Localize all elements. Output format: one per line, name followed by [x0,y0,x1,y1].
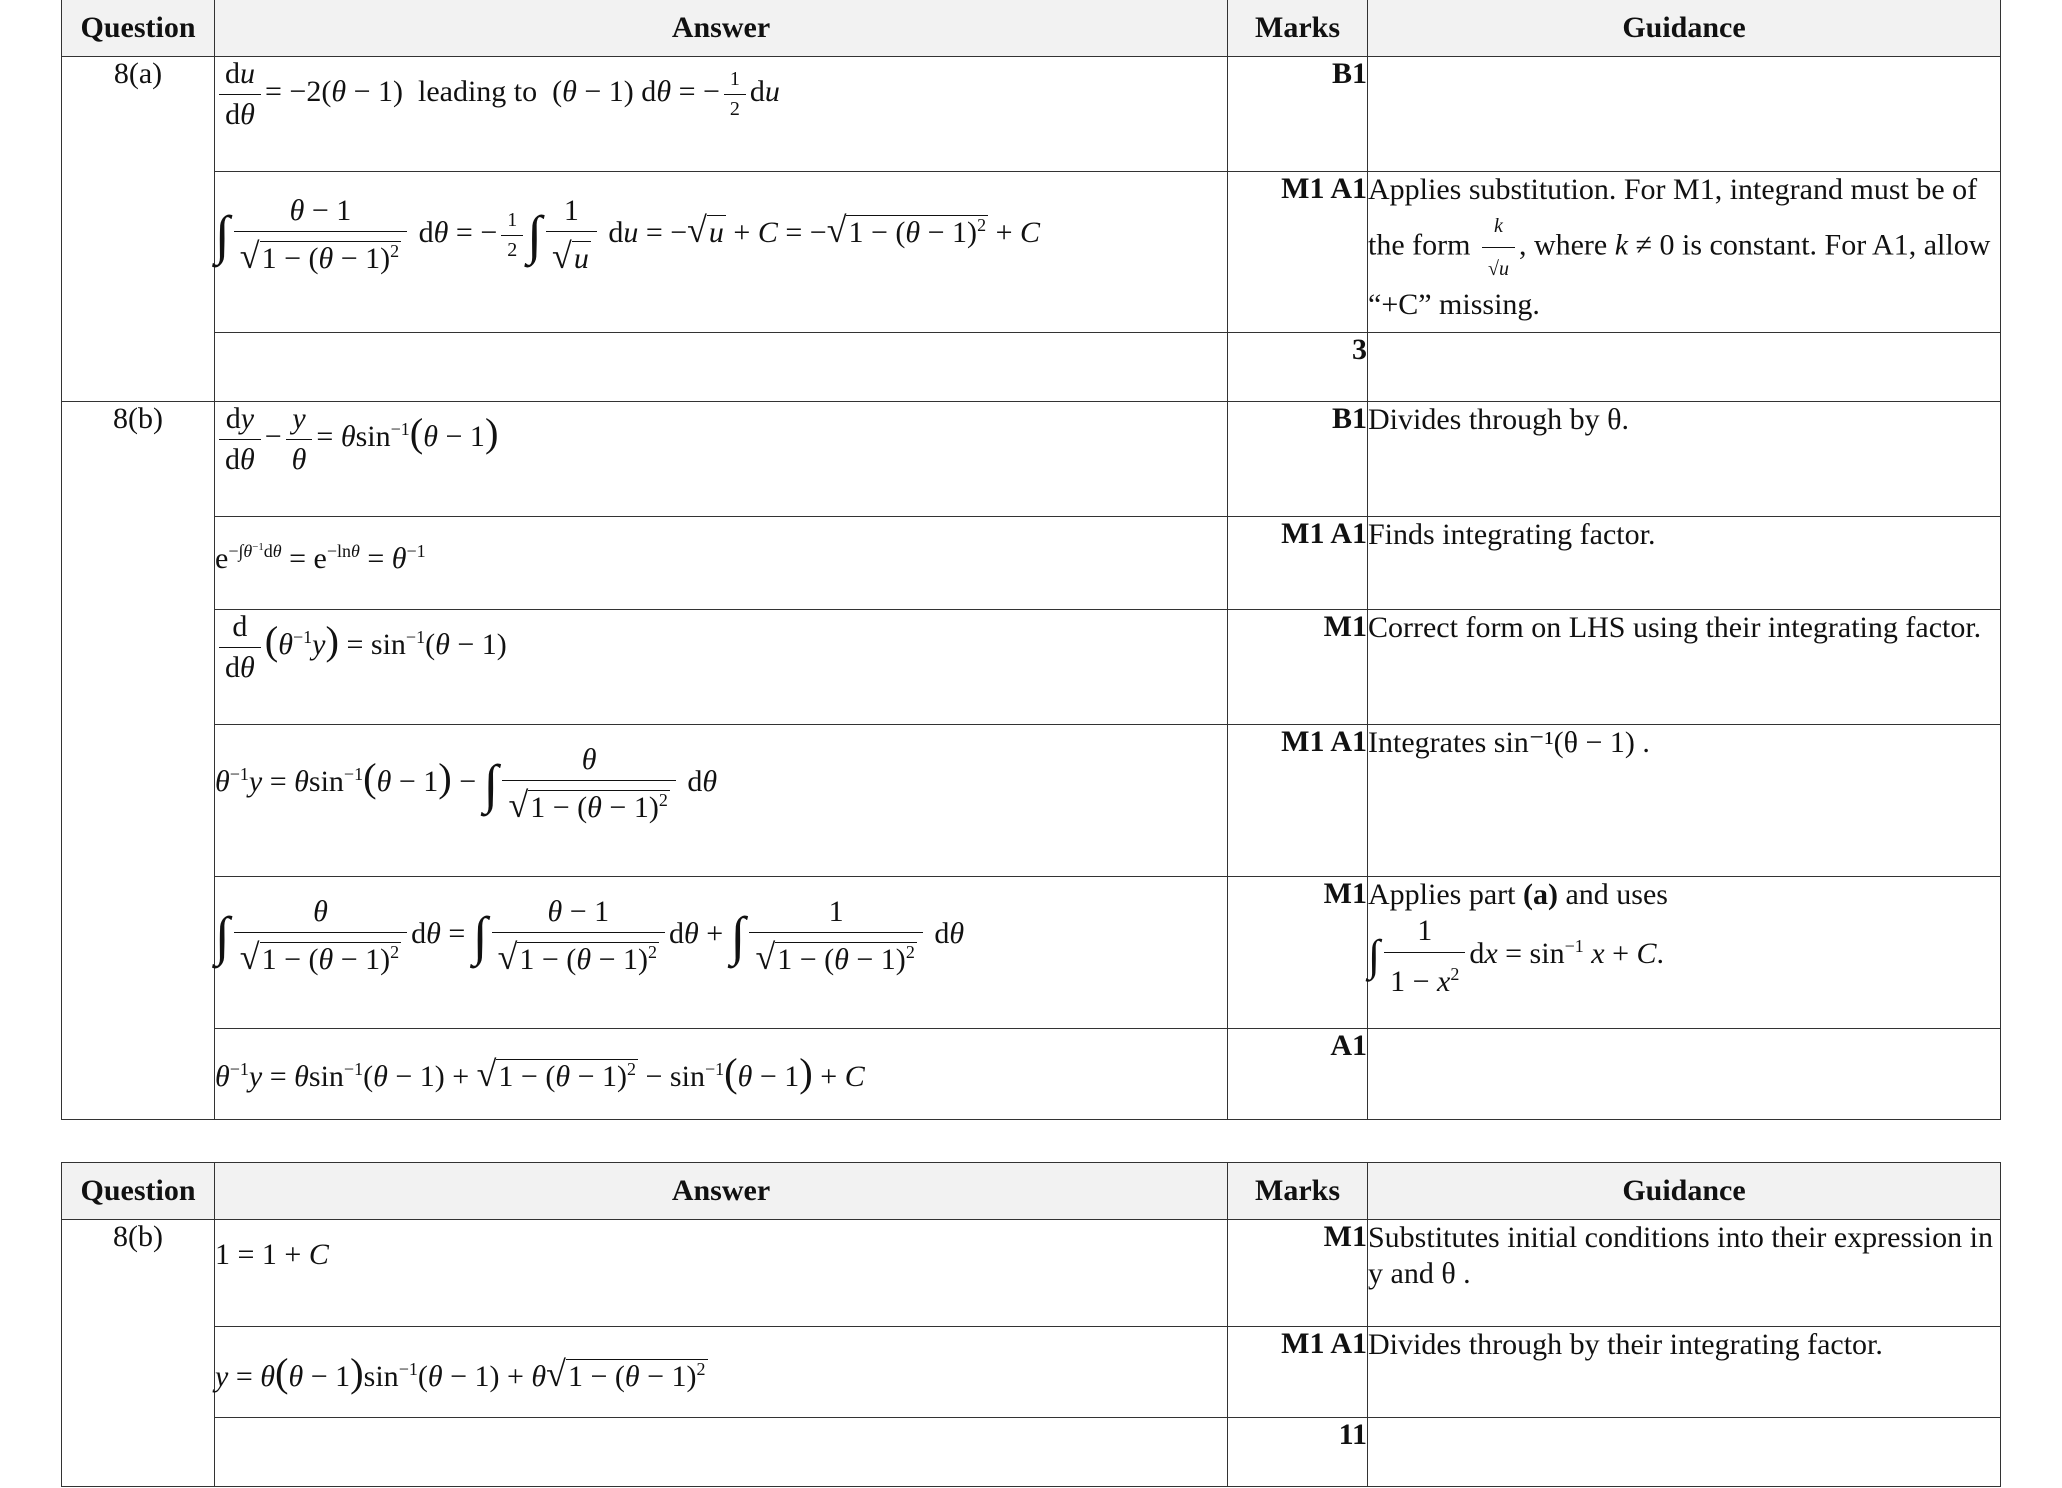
marks-cell: M1 A1 [1228,172,1368,333]
table-row [62,517,2001,610]
question-number: 8(a) [62,57,215,402]
answer-cell [215,1327,1228,1418]
table-row [62,877,2001,1029]
guidance-cell: Correct form on LHS using their integrating factor. [1368,610,2001,725]
guidance-text: , where [1518,228,1608,262]
answer-cell [215,877,1228,1029]
marks-cell: M1 [1228,1220,1368,1327]
header-marks: Marks [1228,0,1368,57]
answer-cell [215,172,1228,333]
guidance-cell: Divides through by θ. [1368,402,2001,517]
mark-scheme-table-2 [61,1162,2001,1487]
header-question: Question [62,1163,215,1220]
table-row [62,172,2001,333]
guidance-cell [1368,1418,2001,1487]
marks-cell: M1 [1228,877,1368,1029]
guidance-cell [1368,333,2001,402]
table-row [62,1418,2001,1487]
answer-cell [215,57,1228,172]
math-expression: 1 = 1 + C [215,1238,329,1271]
answer-cell [215,402,1228,517]
marks-cell: B1 [1228,57,1368,172]
table-row [62,725,2001,877]
question-number: 8(b) [62,1220,215,1487]
guidance-cell: Integrates sin⁻¹(θ − 1) . [1368,725,2001,877]
question-number: 8(b) [62,402,215,1120]
header-question: Question [62,0,215,57]
marks-cell: M1 [1228,610,1368,725]
header-guidance: Guidance [1368,0,2001,57]
math-expression: $\frac{du}{d\theta}$ = −2(θ − 1) leading to (θ − 1) dθ = − $\frac{1}{2}$ du [215,75,780,108]
answer-cell [215,1029,1228,1120]
answer-cell [215,1220,1228,1327]
math-expression: $\frac{dy}{d\theta}$ − $\frac{y}{\theta}$ = θsin$^{-1}$(θ − 1) [215,420,498,453]
guidance-text: Applies part [1368,878,1516,911]
math-expression: $\theta^{-1}y = \theta\sin^{-1}(\theta - 1) + √1 - (\theta - 1)^2 - \sin^{-1}(\theta - 1) + C$ [215,1050,865,1095]
math-expression: ∫ $\frac{\theta}{√1 - (\theta - 1)^2}$ dθ = ∫ $\frac{\theta - 1}{√1 - (\theta - 1)^2}$ dθ + ∫ $\frac{1}{√1 - (\theta - 1)^2}$ dθ [215,895,965,977]
math-expression: ∫ $\frac{\theta - 1}{√1 - (\theta - 1)^2}$ dθ = − $\frac{1}{2}$ ∫ $\frac{1}{√u}$ du = $-√u + C = -√1 - (\theta - 1)^2 + C$ [215,194,1040,276]
header-answer: Answer [215,1163,1228,1220]
answer-cell [215,725,1228,877]
table-row [62,1327,2001,1418]
table-header-row [62,0,2001,57]
guidance-cell [1368,57,2001,172]
math-expression: $y = \theta(\theta - 1)\sin^{-1}(\theta - 1) + \theta√1 - (\theta - 1)^2$ [215,1350,706,1395]
answer-text: leading to [418,75,538,109]
guidance-text: is constant. For A1, allow “+C” missing. [1368,228,1991,321]
marks-total: 3 [1228,333,1368,402]
guidance-bold: (a) [1522,878,1558,911]
marks-cell: M1 A1 [1228,725,1368,877]
table-row [62,610,2001,725]
table-row [62,57,2001,172]
header-guidance: Guidance [1368,1163,2001,1220]
marks-cell: M1 A1 [1228,517,1368,610]
guidance-text: and uses [1565,878,1668,911]
math-expression: $\frac{d}{d\theta}$ $(\theta^{-1}y) = \sin^{-1}(\theta - 1)$ [215,628,507,661]
marks-cell: M1 A1 [1228,1327,1368,1418]
table-row [62,333,2001,402]
marks-cell: A1 [1228,1029,1368,1120]
header-marks: Marks [1228,1163,1368,1220]
table-header-row [62,1163,2001,1220]
marks-cell: B1 [1228,402,1368,517]
marks-total: 11 [1228,1418,1368,1487]
guidance-cell: Applies part (a) and uses ∫ $\frac{1}{1 - x^2}$ dx = $\sin^{-1} x + C$. [1368,877,2001,1029]
guidance-cell: Finds integrating factor. [1368,517,2001,610]
guidance-cell: Applies substitution. For M1, integrand must be of the form $\frac{k}{√u}$ , where k ≠ 0 is constant. For A1, allow “+C” missing. [1368,172,2001,333]
guidance-cell [1368,1029,2001,1120]
math-expression: $e^{-\int\theta^{-1}d\theta} = e^{-ln\theta} = \theta^{-1}$ [215,541,426,575]
guidance-cell: Substitutes initial conditions into their expression in y and θ . [1368,1220,2001,1327]
header-answer: Answer [215,0,1228,57]
answer-cell [215,517,1228,610]
answer-cell [215,333,1228,402]
answer-cell [215,1418,1228,1487]
table-row [62,402,2001,517]
guidance-cell: Divides through by their integrating factor. [1368,1327,2001,1418]
mark-scheme-table-1 [61,0,2001,1120]
table-row [62,1220,2001,1327]
answer-cell [215,610,1228,725]
table-row [62,1029,2001,1120]
guidance-text: Applies substitution. For M1, integrand must be of the form [1368,173,1978,262]
math-expression: $\theta^{-1}y = \theta\sin^{-1}(\theta - 1)$ − ∫ $\frac{\theta}{√1 - (\theta - 1)^2}$ dθ [215,743,718,825]
